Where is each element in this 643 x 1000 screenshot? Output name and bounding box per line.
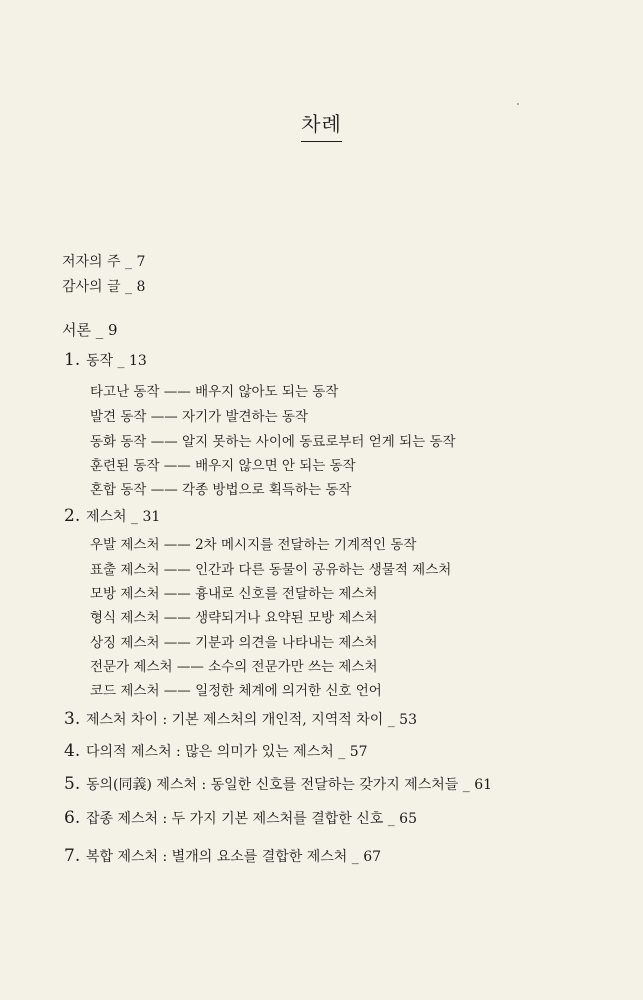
toc-chapter-1 xyxy=(64,350,147,370)
toc-subentry: 우발 제스처 —— 2차 메시지를 전달하는 기계적인 동작 xyxy=(90,537,417,553)
title-wrap xyxy=(0,108,643,142)
toc-subentry: 타고난 동작 —— 배우지 않아도 되는 동작 xyxy=(90,384,339,400)
toc-subentry: 발견 동작 —— 자기가 발견하는 동작 xyxy=(90,409,308,425)
chapter-number: 2. xyxy=(64,506,81,526)
toc-subentry: 모방 제스처 —— 흉내로 신호를 전달하는 제스처 xyxy=(90,586,378,602)
chapter-number: 1. xyxy=(64,350,81,370)
toc-subentry: 전문가 제스처 —— 소수의 전문가만 쓰는 제스처 xyxy=(90,659,378,675)
toc-subentry: 표출 제스처 —— 인간과 다른 동물이 공유하는 생물적 제스처 xyxy=(90,562,452,578)
chapter-number: 7. xyxy=(64,846,81,866)
chapter-title: 잡종 제스처 : 두 가지 기본 제스처를 결합한 신호 _ 65 xyxy=(86,811,417,827)
chapter-number: 6. xyxy=(64,808,81,828)
chapter-title: 다의적 제스처 : 많은 의미가 있는 제스처 _ 57 xyxy=(86,744,368,760)
toc-subentry: 코드 제스처 —— 일정한 체계에 의거한 신호 언어 xyxy=(90,683,382,699)
toc-subentry: 혼합 동작 —— 각종 방법으로 획득하는 동작 xyxy=(90,482,352,498)
page-title: 차례 xyxy=(301,108,342,142)
chapter-number: 3. xyxy=(64,709,81,729)
toc-subentry: 훈련된 동작 —— 배우지 않으면 안 되는 동작 xyxy=(90,458,356,474)
chapter-title: 복합 제스처 : 별개의 요소를 결합한 제스처 _ 67 xyxy=(86,849,382,865)
toc-chapter-6 xyxy=(64,808,417,828)
chapter-title: 동작 _ 13 xyxy=(86,353,147,369)
toc-chapter-5 xyxy=(64,774,492,794)
toc-chapter-3 xyxy=(64,709,417,729)
toc-entry-introduction: 서론 _ 9 xyxy=(62,321,118,339)
toc-chapter-2 xyxy=(64,506,160,526)
chapter-number: 5. xyxy=(64,774,81,794)
scan-speck xyxy=(517,103,519,105)
toc-entry-author-note: 저자의 주 _ 7 xyxy=(62,254,146,270)
toc-subentry: 형식 제스처 —— 생략되거나 요약된 모방 제스처 xyxy=(90,610,378,626)
toc-chapter-7 xyxy=(64,846,381,866)
chapter-title: 제스처 차이 : 기본 제스처의 개인적, 지역적 차이 _ 53 xyxy=(86,712,417,728)
toc-entry-acknowledgements: 감사의 글 _ 8 xyxy=(62,279,146,295)
toc-subentry: 동화 동작 —— 알지 못하는 사이에 동료로부터 얻게 되는 동작 xyxy=(90,434,456,450)
chapter-number: 4. xyxy=(64,741,81,761)
toc-subentry: 상징 제스처 —— 기분과 의견을 나타내는 제스처 xyxy=(90,635,378,651)
chapter-title: 동의(同義) 제스처 : 동일한 신호를 전달하는 갖가지 제스처들 _ 61 xyxy=(86,777,493,793)
chapter-title: 제스처 _ 31 xyxy=(86,509,161,525)
toc-chapter-4 xyxy=(64,741,368,761)
